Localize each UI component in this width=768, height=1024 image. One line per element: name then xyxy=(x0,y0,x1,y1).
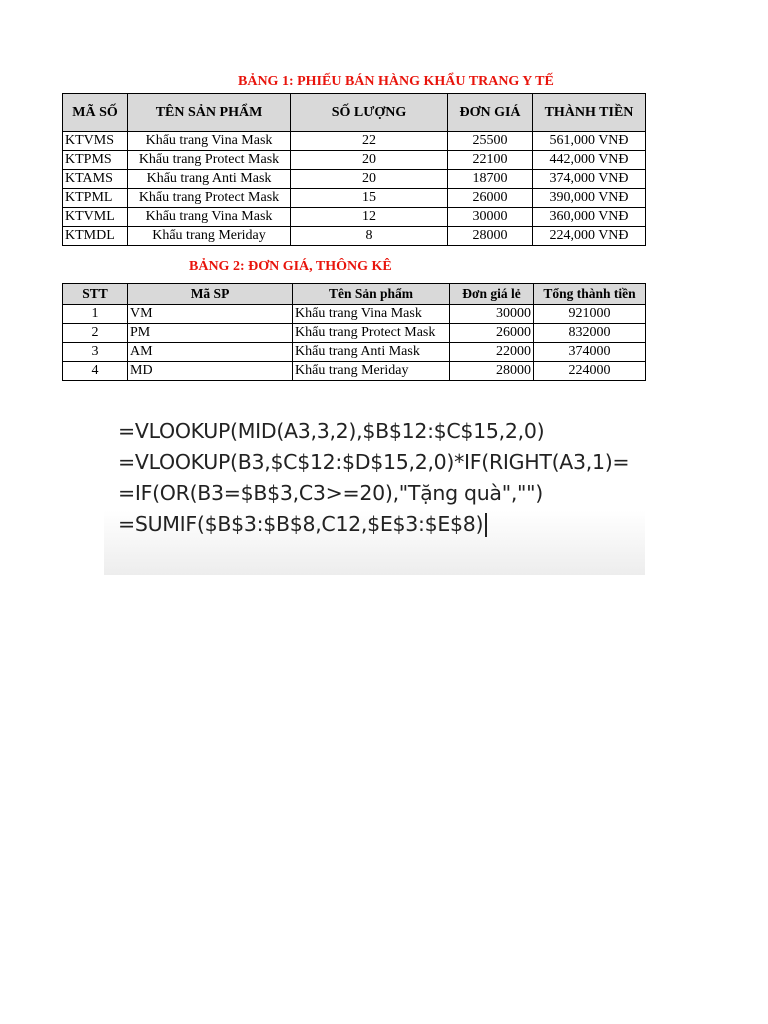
cell-ten-san-pham[interactable]: Khẩu trang Anti Mask xyxy=(293,343,450,362)
formula-text[interactable]: =SUMIF($B$3:$B$8,C12,$E$3:$E$8) xyxy=(118,512,484,536)
cell-thanh-tien[interactable]: 442,000 VNĐ xyxy=(533,151,646,170)
cell-stt[interactable]: 3 xyxy=(63,343,128,362)
sales-table xyxy=(62,93,646,246)
table-row xyxy=(63,189,646,208)
cell-so-luong[interactable]: 20 xyxy=(291,151,448,170)
cell-don-gia[interactable]: 18700 xyxy=(448,170,533,189)
cell-so-luong[interactable]: 12 xyxy=(291,208,448,227)
cell-don-gia-le[interactable]: 26000 xyxy=(450,324,534,343)
cell-ma-so[interactable]: KTAMS xyxy=(63,170,128,189)
price-stats-table xyxy=(62,283,646,381)
header-stt[interactable]: STT xyxy=(63,284,128,305)
table-row xyxy=(63,132,646,151)
cell-stt[interactable]: 4 xyxy=(63,362,128,381)
header-thanh-tien[interactable]: THÀNH TIỀN xyxy=(533,94,646,132)
table-row xyxy=(63,305,646,324)
cell-tong-thanh-tien[interactable]: 224000 xyxy=(534,362,646,381)
table-row xyxy=(63,170,646,189)
cell-thanh-tien[interactable]: 561,000 VNĐ xyxy=(533,132,646,151)
header-ma-so[interactable]: MÃ SỐ xyxy=(63,94,128,132)
cell-don-gia[interactable]: 28000 xyxy=(448,227,533,246)
cell-don-gia-le[interactable]: 22000 xyxy=(450,343,534,362)
header-ma-sp[interactable]: Mã SP xyxy=(128,284,293,305)
cell-ten-san-pham[interactable]: Khẩu trang Vina Mask xyxy=(128,208,291,227)
formula-line[interactable]: =VLOOKUP(MID(A3,3,2),$B$12:$C$15,2,0) xyxy=(118,419,545,443)
cell-don-gia[interactable]: 26000 xyxy=(448,189,533,208)
cell-ma-so[interactable]: KTMDL xyxy=(63,227,128,246)
cell-ten-san-pham[interactable]: Khẩu trang Protect Mask xyxy=(128,189,291,208)
cell-ten-san-pham[interactable]: Khẩu trang Protect Mask xyxy=(293,324,450,343)
cell-ma-so[interactable]: KTPML xyxy=(63,189,128,208)
cell-stt[interactable]: 2 xyxy=(63,324,128,343)
cell-ma-sp[interactable]: AM xyxy=(128,343,293,362)
formula-line[interactable]: =VLOOKUP(B3,$C$12:$D$15,2,0)*IF(RIGHT(A3,1)= xyxy=(118,450,630,474)
header-so-luong[interactable]: SỐ LƯỢNG xyxy=(291,94,448,132)
cell-thanh-tien[interactable]: 360,000 VNĐ xyxy=(533,208,646,227)
table1-title: BẢNG 1: PHIẾU BÁN HÀNG KHẨU TRANG Y TẾ xyxy=(238,74,554,89)
header-don-gia[interactable]: ĐƠN GIÁ xyxy=(448,94,533,132)
cell-so-luong[interactable]: 22 xyxy=(291,132,448,151)
cell-ten-san-pham[interactable]: Khẩu trang Protect Mask xyxy=(128,151,291,170)
cell-so-luong[interactable]: 20 xyxy=(291,170,448,189)
cell-don-gia[interactable]: 30000 xyxy=(448,208,533,227)
header-ten-san-pham[interactable]: Tên Sản phẩm xyxy=(293,284,450,305)
formula-line-active[interactable] xyxy=(118,512,487,537)
cell-ma-sp[interactable]: VM xyxy=(128,305,293,324)
formula-line[interactable]: =IF(OR(B3=$B$3,C3>=20),"Tặng quà","") xyxy=(118,481,543,505)
cell-thanh-tien[interactable]: 224,000 VNĐ xyxy=(533,227,646,246)
table-row xyxy=(63,343,646,362)
cell-tong-thanh-tien[interactable]: 374000 xyxy=(534,343,646,362)
cell-stt[interactable]: 1 xyxy=(63,305,128,324)
cell-tong-thanh-tien[interactable]: 832000 xyxy=(534,324,646,343)
cell-so-luong[interactable]: 15 xyxy=(291,189,448,208)
cell-ten-san-pham[interactable]: Khẩu trang Vina Mask xyxy=(293,305,450,324)
cell-ten-san-pham[interactable]: Khẩu trang Meriday xyxy=(293,362,450,381)
cell-don-gia-le[interactable]: 28000 xyxy=(450,362,534,381)
table-row xyxy=(63,362,646,381)
header-ten-san-pham[interactable]: TÊN SẢN PHẨM xyxy=(128,94,291,132)
sales-table-header-row xyxy=(63,94,646,132)
cell-ten-san-pham[interactable]: Khẩu trang Anti Mask xyxy=(128,170,291,189)
cell-don-gia-le[interactable]: 30000 xyxy=(450,305,534,324)
table-row xyxy=(63,227,646,246)
table-row xyxy=(63,324,646,343)
cell-tong-thanh-tien[interactable]: 921000 xyxy=(534,305,646,324)
header-tong-thanh-tien[interactable]: Tổng thành tiền xyxy=(534,284,646,305)
cell-don-gia[interactable]: 25500 xyxy=(448,132,533,151)
cell-thanh-tien[interactable]: 390,000 VNĐ xyxy=(533,189,646,208)
cell-so-luong[interactable]: 8 xyxy=(291,227,448,246)
cell-ma-so[interactable]: KTVMS xyxy=(63,132,128,151)
cell-ma-so[interactable]: KTPMS xyxy=(63,151,128,170)
cell-ten-san-pham[interactable]: Khẩu trang Meriday xyxy=(128,227,291,246)
cell-ma-so[interactable]: KTVML xyxy=(63,208,128,227)
formula-panel[interactable] xyxy=(104,405,645,575)
cell-don-gia[interactable]: 22100 xyxy=(448,151,533,170)
cell-ma-sp[interactable]: PM xyxy=(128,324,293,343)
cell-ma-sp[interactable]: MD xyxy=(128,362,293,381)
table2-title: BẢNG 2: ĐƠN GIÁ, THÔNG KÊ xyxy=(189,259,392,274)
table-row xyxy=(63,151,646,170)
table-row xyxy=(63,208,646,227)
cell-ten-san-pham[interactable]: Khẩu trang Vina Mask xyxy=(128,132,291,151)
price-stats-header-row xyxy=(63,284,646,305)
cell-thanh-tien[interactable]: 374,000 VNĐ xyxy=(533,170,646,189)
header-don-gia-le[interactable]: Đơn giá lẻ xyxy=(450,284,534,305)
text-cursor xyxy=(485,513,487,537)
